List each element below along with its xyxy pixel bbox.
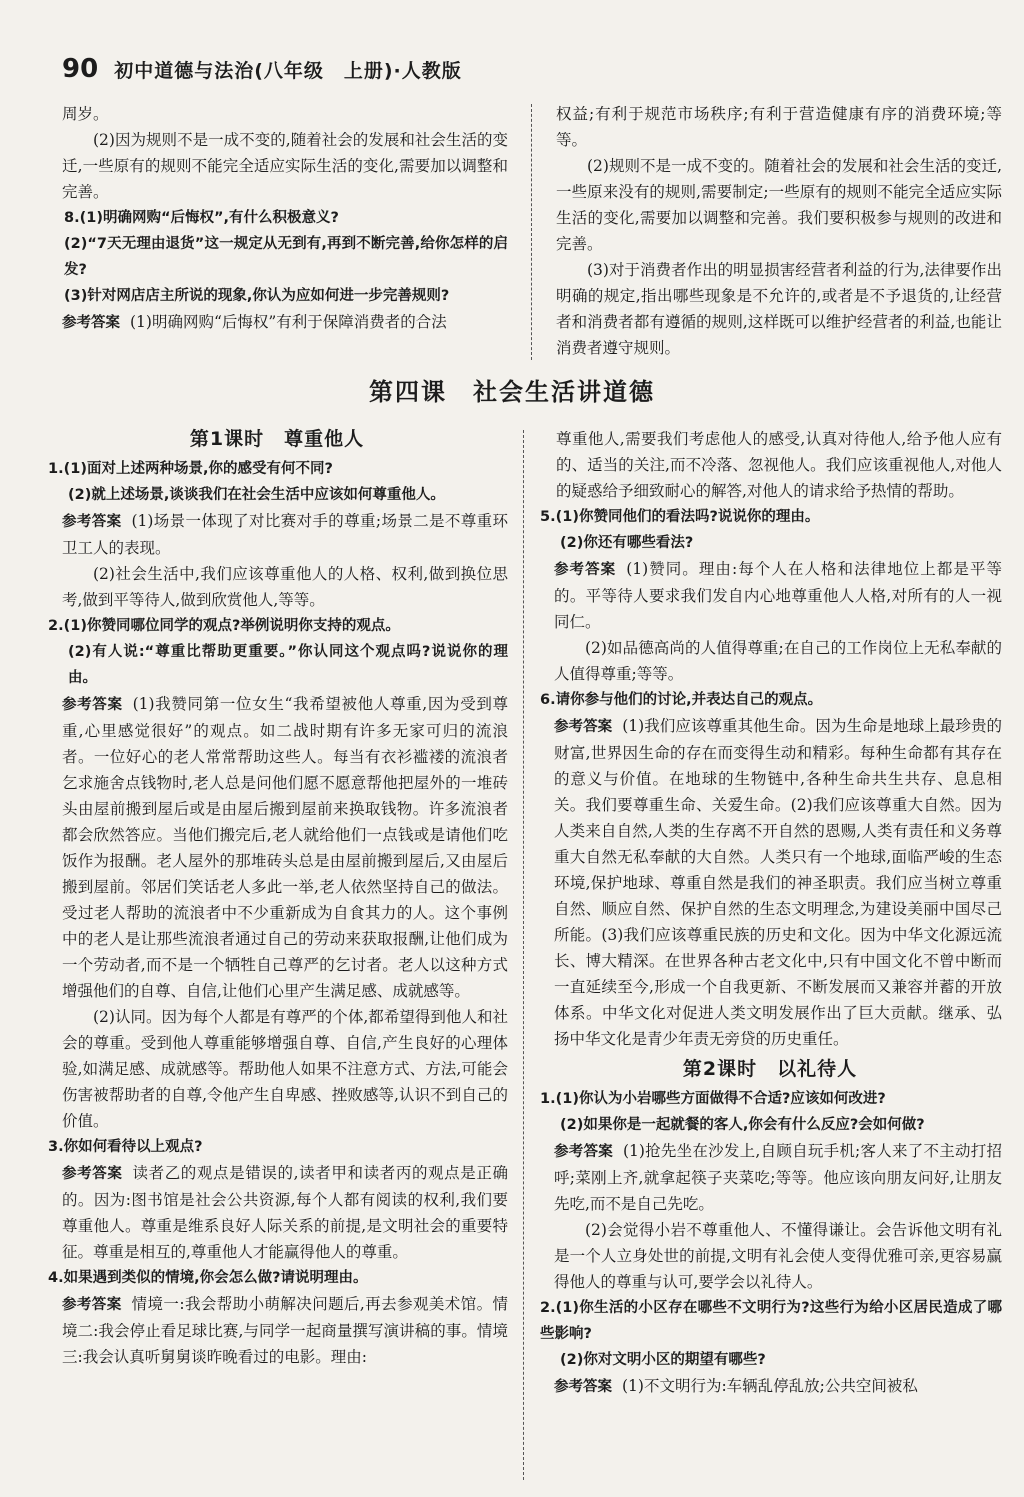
column-divider — [531, 104, 532, 360]
answer-text: (1)场景一体现了对比赛对手的尊重;场景二是不尊重环卫工人的表现。 — [62, 512, 508, 557]
question: 6.请你参与他们的讨论,并表达自己的观点。 — [540, 692, 823, 708]
answer-text: (2)认同。因为每个人都是有尊严的个体,都希望得到他人和社会的尊重。受到他人尊重能够增强自尊、自信,产生良好的心理体验,如满足感、成就感等。帮助他人如果不注意方式、方法,可能会伤害被帮助者的自尊,令他产生自卑感、挫败感等,认识不到自己的价值。 — [62, 1008, 508, 1130]
column-divider — [523, 430, 524, 1480]
lesson-title: 第1课时 尊重他人 — [189, 428, 365, 450]
question: 1.(1)你认为小岩哪些方面做得不合适?应该如何改进? — [540, 1091, 886, 1107]
answer-text: (1)抢先坐在沙发上,自顾自玩手机;客人来了不主动打招呼;菜刚上齐,就拿起筷子夹菜吃;等等。他应该向朋友问好,让朋友先吃,而不是自己先吃。 — [554, 1142, 1002, 1213]
page-number: 90 — [62, 54, 99, 84]
answer-text: (2)如品德高尚的人值得尊重;在自己的工作岗位上无私奉献的人值得尊重;等等。 — [554, 639, 1002, 683]
answer-text: 情境一:我会帮助小萌解决问题后,再去参观美术馆。情境二:我会停止看足球比赛,与同学一起商量撰写演讲稿的事。情境三:我会认真听舅舅谈昨晚看过的电影。理由: — [62, 1295, 508, 1366]
paragraph: 周岁。 — [62, 105, 109, 123]
paragraph: (2)因为规则不是一成不变的,随着社会的发展和社会生活的变迁,一些原有的规则不能完全适应实际生活的变化,需要加以调整和完善。 — [62, 131, 508, 201]
answer-text: 读者乙的观点是错误的,读者甲和读者丙的观点是正确的。因为:图书馆是社会公共资源,每个人都有阅读的权利,我们要尊重他人。尊重是维系良好人际关系的前提,是文明社会的重要特征。尊重是相互的,尊重他人才能赢得他人的尊重。 — [62, 1164, 508, 1261]
answer-label: 参考答案 — [62, 315, 120, 331]
page-header — [62, 54, 462, 84]
question: (3)针对网店店主所说的现象,你认为应如何进一步完善规则? — [64, 288, 450, 304]
answer-text: (1)不文明行为:车辆乱停乱放;公共空间被私 — [622, 1377, 918, 1395]
answer-label: 参考答案 — [62, 697, 123, 713]
question: 4.如果遇到类似的情境,你会怎么做?请说明理由。 — [48, 1270, 368, 1286]
top-right-column — [556, 101, 1002, 363]
answer-label: 参考答案 — [554, 1379, 612, 1395]
paragraph: (2)规则不是一成不变的。随着社会的发展和社会生活的变迁,一些原来没有的规则,需要制定;一些原有的规则不能完全适应实际生活的变化,需要加以调整和完善。我们要积极参与规则的改进和完善。 — [556, 157, 1002, 253]
main-right-column — [538, 426, 1002, 1482]
question: (2)就上述场景,谈谈我们在社会生活中应该如何尊重他人。 — [68, 487, 445, 503]
question: 3.你如何看待以上观点? — [48, 1139, 203, 1155]
question: 8.(1)明确网购“后悔权”,有什么积极意义? — [64, 210, 339, 226]
answer-text: 尊重他人,需要我们考虑他人的感受,认真对待他人,给予他人应有的、适当的关注,而不冷落、忽视他人。我们应该重视他人,对他人的疑惑给予细致耐心的解答,对他人的请求给予热情的帮助。 — [556, 430, 1002, 500]
answer-label: 参考答案 — [62, 1166, 123, 1182]
answer-label: 参考答案 — [554, 719, 613, 735]
answer-label: 参考答案 — [62, 1297, 122, 1313]
book-title: 初中道德与法治(八年级 上册)·人教版 — [114, 60, 462, 82]
question: 5.(1)你赞同他们的看法吗?说说你的理由。 — [540, 509, 820, 525]
answer: 参考答案 (1)明确网购“后悔权”有利于保障消费者的合法 — [62, 313, 447, 331]
answer-text: (1)我赞同第一位女生“我希望被他人尊重,因为受到尊重,心里感觉很好”的观点。如二战时期有许多无家可归的流浪者。一位好心的老人常常帮助这些人。每当有衣衫褴褛的流浪者乞求施舍点钱物时,老人总是问他们愿不愿意帮他把屋外的一堆砖头由屋前搬到屋后或是由屋后搬到屋前来换取钱物。许多流浪者都会欣然答应。当他们搬完后,老人就给他们一点钱或是请他们吃饭作为报酬。老人屋外的那堆砖头总是由屋前搬到屋后,又由屋后搬到屋前。邻居们笑话老人多此一举,老人依然坚持自己的做法。受过老人帮助的流浪者中不少重新成为自食其力的人。这个事例中的老人是让那些流浪者通过自己的劳动来获取报酬,让他们成为一个劳动者,而不是一个牺牲自己尊严的乞讨者。老人以这种方式增强他们的自尊、自信,让他们心里产生满足感、成就感等。 — [62, 695, 508, 1000]
answer-text: (2)会觉得小岩不尊重他人、不懂得谦让。会告诉他文明有礼是一个人立身处世的前提,文明有礼会使人变得优雅可亲,更容易赢得他人的尊重与认可,要学会以礼待人。 — [554, 1221, 1002, 1291]
answer-label: 参考答案 — [554, 1144, 613, 1160]
unit-title: 第四课 社会生活讲道德 — [369, 378, 655, 406]
paragraph: 权益;有利于规范市场秩序;有利于营造健康有序的消费环境;等等。 — [556, 105, 1002, 149]
question: (2)你还有哪些看法? — [560, 535, 694, 551]
question: (2)如果你是一起就餐的客人,你会有什么反应?会如何做? — [560, 1117, 925, 1133]
answer-label: 参考答案 — [554, 562, 617, 578]
answer-text: (1)赞同。理由:每个人在人格和法律地位上都是平等的。平等待人要求我们发自内心地尊重他人人格,对所有的人一视同仁。 — [554, 560, 1002, 631]
answer-label: 参考答案 — [62, 514, 122, 530]
question: (2)有人说:“尊重比帮助更重要。”你认同这个观点吗?说说你的理由。 — [68, 644, 508, 686]
answer-text: (2)社会生活中,我们应该尊重他人的人格、权利,做到换位思考,做到平等待人,做到欣赏他人,等等。 — [62, 565, 508, 609]
lesson-title: 第2课时 以礼待人 — [682, 1058, 858, 1080]
question: 2.(1)你赞同哪位同学的观点?举例说明你支持的观点。 — [48, 618, 400, 634]
paragraph: (3)对于消费者作出的明显损害经营者利益的行为,法律要作出明确的规定,指出哪些现象是不允许的,或者是不予退货的,让经营者和消费者都有遵循的规则,这样既可以维护经营者的利益,也能让消费者遵守规则。 — [556, 261, 1002, 357]
question: (2)“7天无理由退货”这一规定从无到有,再到不断完善,给你怎样的启发? — [64, 236, 508, 278]
main-left-column — [46, 422, 508, 1482]
answer-text: (1)我们应该尊重其他生命。因为生命是地球上最珍贵的财富,世界因生命的存在而变得生动和精彩。每种生命都有其存在的意义与价值。在地球的生物链中,各种生命共生共存、息息相关。我们要尊重生命、关爱生命。(2)我们应该尊重大自然。因为人类来自自然,人类的生存离不开自然的恩赐,人类有责任和义务尊重大自然无私奉献的大自然。人类只有一个地球,面临严峻的生态环境,保护地球、尊重自然是我们的神圣职责。我们应当树立尊重自然、顺应自然、保护自然的生态文明理念,为建设美丽中国尽己所能。(3)我们应该尊重民族的历史和文化。因为中华文化源远流长、博大精深。在世界各种古老文化中,只有中国文化不曾中断而一直延续至今,形成一个自我更新、不断发展而又兼容并蓄的开放体系。中华文化对促进人类文明发展作出了巨大贡献。继承、弘扬中华文化是青少年责无旁贷的历史重任。 — [554, 717, 1002, 1048]
top-left-column — [62, 101, 508, 363]
question: 1.(1)面对上述两种场景,你的感受有何不同? — [48, 461, 333, 477]
question: (2)你对文明小区的期望有哪些? — [560, 1352, 766, 1368]
question: 2.(1)你生活的小区存在哪些不文明行为?这些行为给小区居民造成了哪些影响? — [540, 1300, 1002, 1342]
